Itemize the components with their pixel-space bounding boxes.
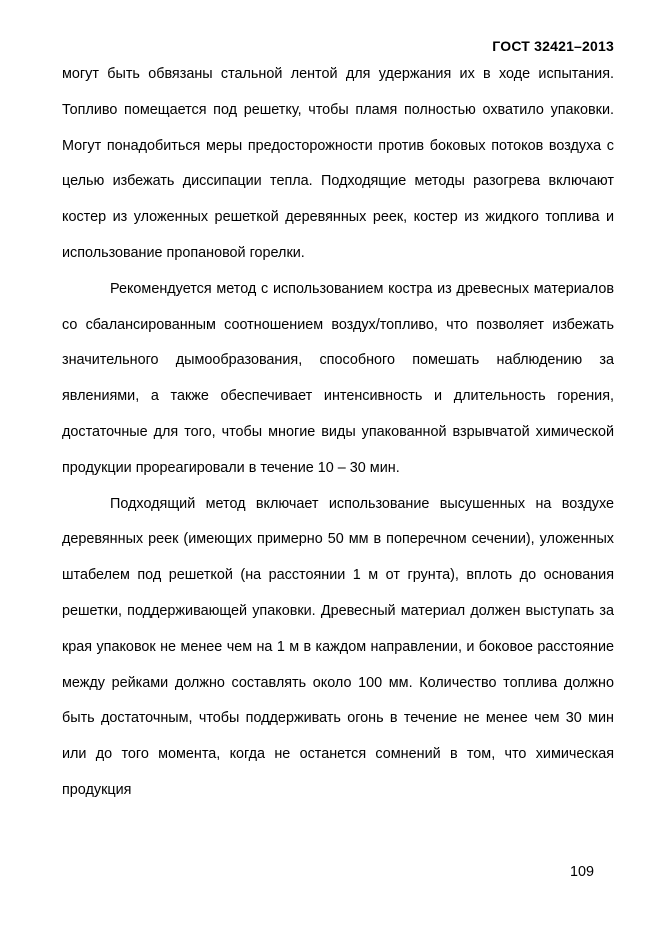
paragraph-recommended-method: Рекомендуется метод с использованием костра из древесных материалов со сбалансированным соотношением воздух/топливо, что позволяет избежать значительного дымообразования, способного помешать наблюдению за явлениями, а также обеспечивает интенсивность и длительность горения, достаточные для того, чтобы многие виды упакованной взрывчатой химической продукции прореагировали в течение 10 – 30 мин. [62,280,614,476]
page-number: 109 [569,864,594,880]
document-body [62,57,614,809]
paragraph-suitable-method: Подходящий метод включает использование высушенных на воздухе деревянных реек (имеющих примерно 50 мм в поперечном сечении), уложенных штабелем под решеткой (на расстоянии 1 м от грунта), вплоть до основания решетки, поддерживающей упаковки. Древесный материал должен выступать за края упаковок не менее чем на 1 м в каждом направлении, и боковое расстояние между рейками должно составлять около 100 мм. Количество топлива должно быть достаточным, чтобы поддерживать огонь в течение не менее чем 30 мин или до того момента, когда не останется сомнений в том, что химическая продукция [62,495,614,798]
paragraph-fuel-placement: могут быть обвязаны стальной лентой для удержания их в ходе испытания. Топливо помещается под решетку, чтобы пламя полностью охватило упаковки. Могут понадобиться меры предосторожности против боковых потоков воздуха с целью избежать диссипации тепла. Подходящие методы разогрева включают костер из уложенных решеткой деревянных реек, костер из жидкого топлива и использование пропановой горелки. [62,66,614,261]
document-standard-header: ГОСТ 32421–2013 [492,38,614,54]
